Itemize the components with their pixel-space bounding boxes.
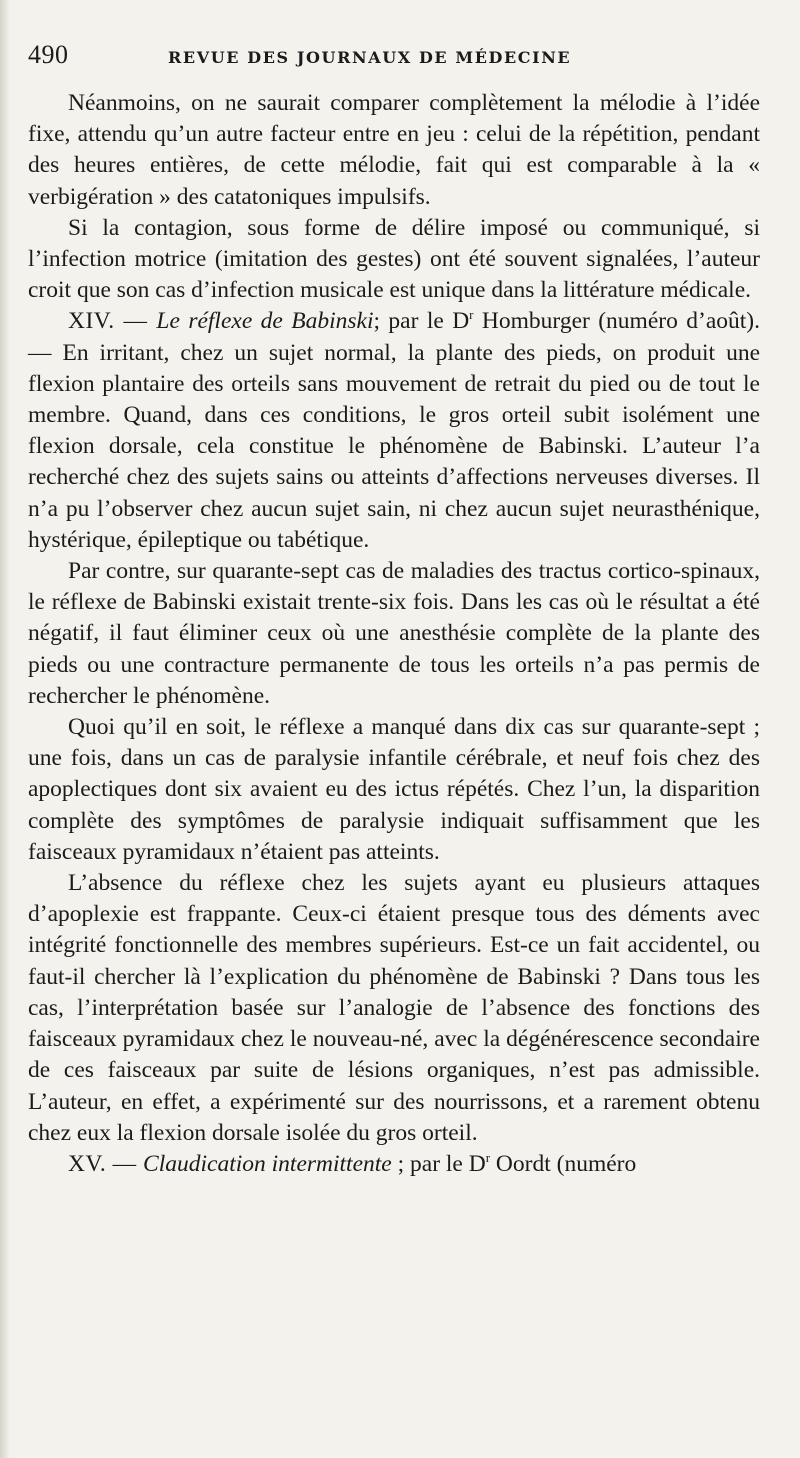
page-binding-edge xyxy=(0,0,10,1458)
page-header xyxy=(28,40,760,84)
doctor-superscript: r xyxy=(469,307,474,323)
paragraph-text: Homburger (numéro d’août). — En irritant, chez un sujet normal, la plante des pieds, on produit une flexion plantaire des orteils sans mouvement de retrait du pied ou de tout le membre. Quand, dans ces conditions, le gros orteil subit isolément une flexion dorsale, cela constitue le phénomène de Babinski. L’auteur l’a recherché chez des sujets sains ou atteints d’affections nerveuses diverses. Il n’a pu l’observer chez aucun sujet sain, ni chez aucun sujet neurasthénique, hystérique, épileptique ou tabétique. xyxy=(28,308,760,553)
author-prefix: ; par le D xyxy=(373,308,470,335)
doctor-superscript: r xyxy=(485,1149,491,1165)
section-xv-paragraph xyxy=(28,1149,760,1180)
paragraph: Par contre, sur quarante-sept cas de maladies des tractus cortico-spinaux, le réflexe de Babinski existait trente-six fois. Dans les cas où le résultat a été négatif, il faut éliminer ceux où une anesthésie complète de la plante des pieds ou une contracture permanente de tous les orteils n’a pas permis de rechercher le phénomène. xyxy=(28,558,760,709)
section-numeral: XV. — xyxy=(68,1150,144,1177)
page-number: 490 xyxy=(28,40,69,69)
section-title: Claudication intermittente xyxy=(143,1150,392,1177)
author-prefix: ; par le D xyxy=(391,1150,486,1177)
paragraph-text: Oordt (numéro xyxy=(490,1150,637,1177)
running-head: REVUE DES JOURNAUX DE MÉDECINE xyxy=(168,48,572,67)
section-numeral: XIV. — xyxy=(68,308,157,335)
section-title: Le réflexe de Babinski xyxy=(156,308,374,335)
paragraph: Si la contagion, sous forme de délire imposé ou communiqué, si l’infection motrice (imitation des gestes) ont été souvent signalées, l’auteur croit que son cas d’infection musicale est unique dans la littérature médicale. xyxy=(28,214,760,304)
paragraph: Néanmoins, on ne saurait comparer complètement la mélodie à l’idée fixe, attendu qu’un autre facteur entre en jeu : celui de la répétition, pendant des heures entières, de cette mélodie, fait qui est comparable à la « verbigération » des catatoniques impulsifs. xyxy=(28,90,760,210)
paragraph: L’absence du réflexe chez les sujets ayant eu plusieurs attaques d’apoplexie est frappante. Ceux-ci étaient presque tous des déments avec intégrité fonctionnelle des membres supérieurs. Est-ce un fait accidentel, ou faut-il chercher là l’explication du phénomène de Babinski ? Dans tous les cas, l’interprétation basée sur l’analogie de l’absence des fonctions des faisceaux pyramidaux chez le nouveau-né, avec la dégénérescence secondaire de ces faisceaux par suite de lésions organiques, n’est pas admissible. L’auteur, en effet, a expérimenté sur des nourrissons, et a rarement obtenu chez eux la flexion dorsale isolée du gros orteil. xyxy=(28,870,760,1146)
article-body xyxy=(28,88,760,1180)
paragraph: Quoi qu’il en soit, le réflexe a manqué dans dix cas sur quarante-sept ; une fois, dans un cas de paralysie infantile cérébrale, et neuf fois chez des apoplectiques dont six avaient eu des ictus répétés. Chez l’un, la disparition complète des symptômes de paralysie indiquait suffisamment que les faisceaux pyramidaux n’étaient pas atteints. xyxy=(28,714,760,865)
section-xiv-paragraph xyxy=(28,306,760,556)
